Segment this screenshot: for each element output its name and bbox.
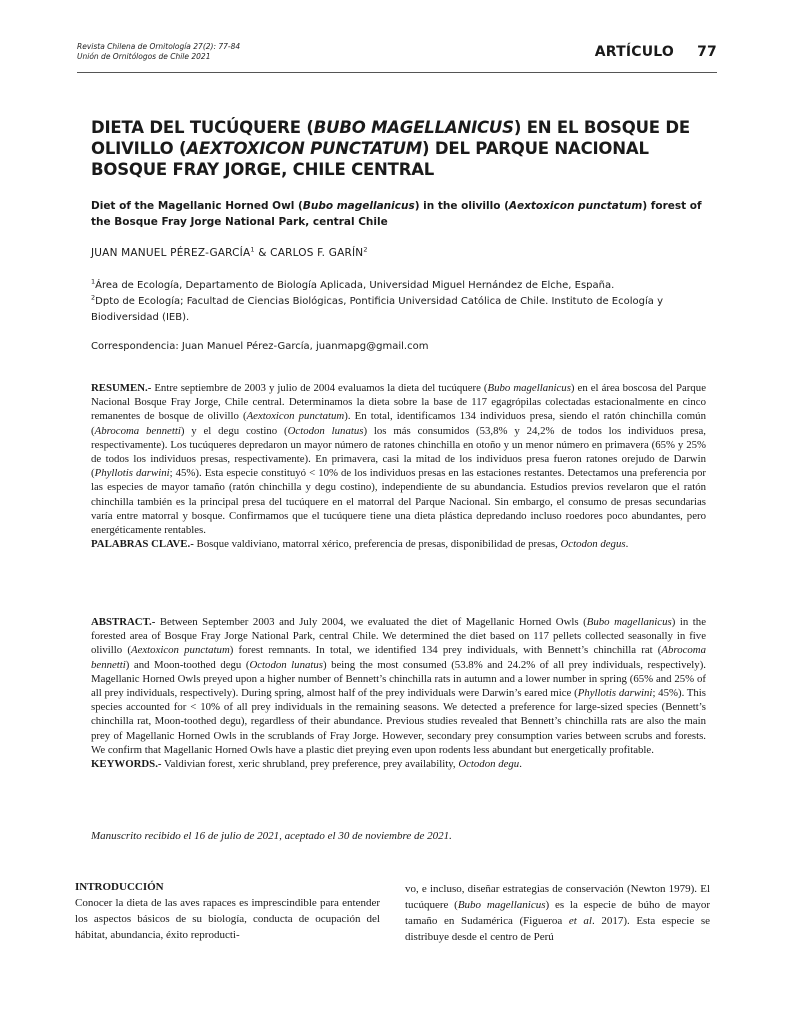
english-title (91, 198, 711, 230)
species-name: Bubo magellanicus (586, 616, 672, 628)
keywords-text: Valdivian forest, xeric shrubland, prey preference, prey availability, (161, 758, 459, 771)
body-text: Conocer la dieta de las aves rapaces es imprescindible para entender los aspectos básicos de su biología, conducta de ocupación del hábitat, abundancia, éxito reproducti- (75, 897, 380, 941)
affiliations (91, 278, 711, 326)
resumen-text: ) los más consumidos (53,8% y 24,2% de todos los individuos presa, respectivamente). Los tucúqueres depredaron un mayor número de ratones chinchilla en otoño y un menor número en primavera (65% y 25% de todos los individuos presas, respectivamente). En primavera, casi la mitad de los individuos presa fueron ratones orejudo de Darwin ( (91, 424, 706, 480)
affiliation-marker: 1 (91, 277, 96, 286)
resumen-text: ). En total, identificamos 134 individuos presa, siendo el ratón chinchilla común ( (91, 410, 706, 437)
resumen-block (91, 381, 706, 551)
author-name: CARLOS F. GARÍN (270, 247, 364, 259)
species-name: Phyllotis darwini (577, 687, 653, 700)
abstract-text: Between September 2003 and July 2004, we evaluated the diet of Magellanic Horned Owls ( (155, 616, 587, 628)
abstract-text: ) being the most consumed (53.8% and 24.2% of all prey individuals, respectively). Magellanic Horned Owls preyed upon a higher number of Bennett’s chinchilla rats in autumn and a lower number in spring (65% and 25% of all prey individuals, respectively). During spring, almost half of the prey individuals were Darwin’s eared mice ( (91, 658, 706, 700)
species-name: Abrocoma bennetti (91, 644, 707, 671)
title-text: ) in the olivillo ( (414, 200, 509, 212)
author-name: JUAN MANUEL PÉREZ-GARCÍA (91, 247, 251, 259)
intro-column-left (75, 879, 380, 943)
section-header (595, 44, 717, 60)
title-species: AEXTOXICON PUNCTATUM (186, 139, 422, 158)
running-header (77, 42, 240, 62)
correspondence: Correspondencia: Juan Manuel Pérez-García, juanmapg@gmail.com (91, 341, 429, 352)
society-line: Unión de Ornitólogos de Chile 2021 (77, 52, 211, 61)
title-text: ) DEL PARQUE NACIONAL BOSQUE FRAY JORGE, CHILE CENTRAL (91, 139, 649, 179)
affiliation-marker: 2 (363, 245, 368, 254)
affiliation-1 (91, 278, 711, 294)
abstract-label: ABSTRACT.- (91, 616, 156, 628)
species-name: Aextoxicon punctatum (246, 410, 345, 423)
title-text: ) EN EL BOSQUE DE OLIVILLO ( (91, 118, 690, 158)
resumen-text: ; 45%). Esta especie constituyó < 10% de los individuos presas en las estaciones restantes. Detectamos una preferencia por las especies de mayor tamaño (ratón chinchilla y degu costino), independiente de su abundancia. Estudios previos revelaron que el ratón chinchilla también es la principal presa del tucúquere en el matorral del Parque Nacional. Sin embargo, el consumo de presas secundarias varía entre matorral y bosque. Confirmamos que el tucúquere tiene una dieta plástica depredando incluso roedores poco abundantes, pero energéticamente rentables. (91, 467, 706, 537)
palabras-clave-label: PALABRAS CLAVE.- (91, 538, 194, 551)
keywords-label: KEYWORDS.- (91, 758, 162, 771)
author-list (91, 247, 368, 259)
affiliation-2 (91, 294, 711, 326)
body-text: . 2017). Esta especie se distribuye desde el centro de Perú (405, 915, 711, 943)
affiliation-text: Dpto de Ecología; Facultad de Ciencias Biológicas, Pontificia Universidad Católica de Chile. Instituto de Ecología y Biodiversidad (IEB). (91, 296, 663, 323)
section-label: ARTÍCULO (594, 44, 675, 60)
title-text: Diet of the Magellanic Horned Owl ( (91, 200, 303, 212)
keywords-text: . (519, 758, 522, 771)
abstract-text: ; 45%). This species accounted for < 10% of all prey individuals in the remaining seasons. We detected a preference for large-sized species (Bennett’s chinchilla rat, Moon-toothed degu), regardless of their abundance. Previous studies revealed that Bennett’s chinchilla rats are also the main prey of Magellanic Horned Owls in the scrublands of Fray Jorge. However, secondary prey consumption varies between scrubs and forests. We confirm that Magellanic Horned Owls have a plastic diet preying even upon rodents less abundant but energetically profitable. (91, 687, 707, 756)
body-text: vo, e incluso, diseñar estrategias de conservación (Newton 1979). El tucúquere ( (405, 883, 710, 911)
species-name: Aextoxicon punctatum (131, 644, 230, 657)
species-name: Octodon lunatus (249, 658, 323, 671)
title-text: DIETA DEL TUCÚQUERE ( (91, 118, 314, 137)
resumen-text: ) en el área boscosa del Parque Nacional Bosque Fray Jorge, Chile central. Determinamos la dieta sobre la base de 117 egagrópilas colectadas estacionalmente en cinco remanentes de bosque de olivillo ( (91, 382, 706, 423)
body-text: ) es la especie de búho de mayor tamaño en Sudamérica (Figueroa (405, 899, 711, 927)
affiliation-marker: 1 (250, 245, 255, 254)
species-name: Octodon degu (458, 758, 520, 771)
resumen-text: ) y el degu costino ( (180, 424, 288, 437)
citation-etal: et al (568, 915, 592, 927)
species-name: Phyllotis darwini (94, 467, 170, 480)
spanish-title (91, 117, 711, 180)
abstract-block (91, 615, 706, 771)
author-separator: & (254, 247, 271, 259)
affiliation-text: Área de Ecología, Departamento de Biología Aplicada, Universidad Miguel Hernández de Elche, España. (95, 280, 615, 291)
affiliation-marker: 2 (91, 293, 96, 302)
title-species: Aextoxicon punctatum (508, 200, 643, 212)
abstract-text: ) forest remnants. In total, we identified 134 prey individuals, with Bennett’s chinchilla rat ( (229, 644, 662, 657)
header-divider (77, 72, 717, 73)
section-heading: INTRODUCCIÓN (75, 881, 164, 893)
title-text: ) forest of the Bosque Fray Jorge National Park, central Chile (91, 200, 702, 228)
resumen-label: RESUMEN.- (91, 382, 152, 394)
page-number: 77 (697, 44, 717, 60)
title-species: BUBO MAGELLANICUS (313, 118, 514, 137)
abstract-text: ) in the forested area of Bosque Fray Jorge National Park, central Chile. We determined the diet based on 117 pellets collected seasonally in five olivillo ( (91, 616, 706, 657)
species-name: Octodon degus (560, 538, 626, 551)
palabras-clave-text: . (625, 538, 629, 551)
species-name: Bubo magellanicus (457, 899, 546, 911)
species-name: Abrocoma bennetti (94, 424, 181, 437)
intro-column-right (405, 881, 710, 945)
abstract-text: ) and Moon-toothed degu ( (125, 658, 250, 671)
species-name: Octodon lunatus (287, 424, 364, 437)
species-name: Bubo magellanicus (487, 382, 571, 394)
palabras-clave-text: Bosque valdiviano, matorral xérico, preferencia de presas, disponibilidad de presas, (193, 538, 561, 551)
journal-citation: Revista Chilena de Ornitología 27(2): 77-84 (77, 42, 241, 51)
title-species: Bubo magellanicus (302, 200, 415, 212)
resumen-text: Entre septiembre de 2003 y julio de 2004 evaluamos la dieta del tucúquere ( (151, 382, 488, 394)
received-date: Manuscrito recibido el 16 de julio de 2021, aceptado el 30 de noviembre de 2021. (91, 830, 452, 842)
